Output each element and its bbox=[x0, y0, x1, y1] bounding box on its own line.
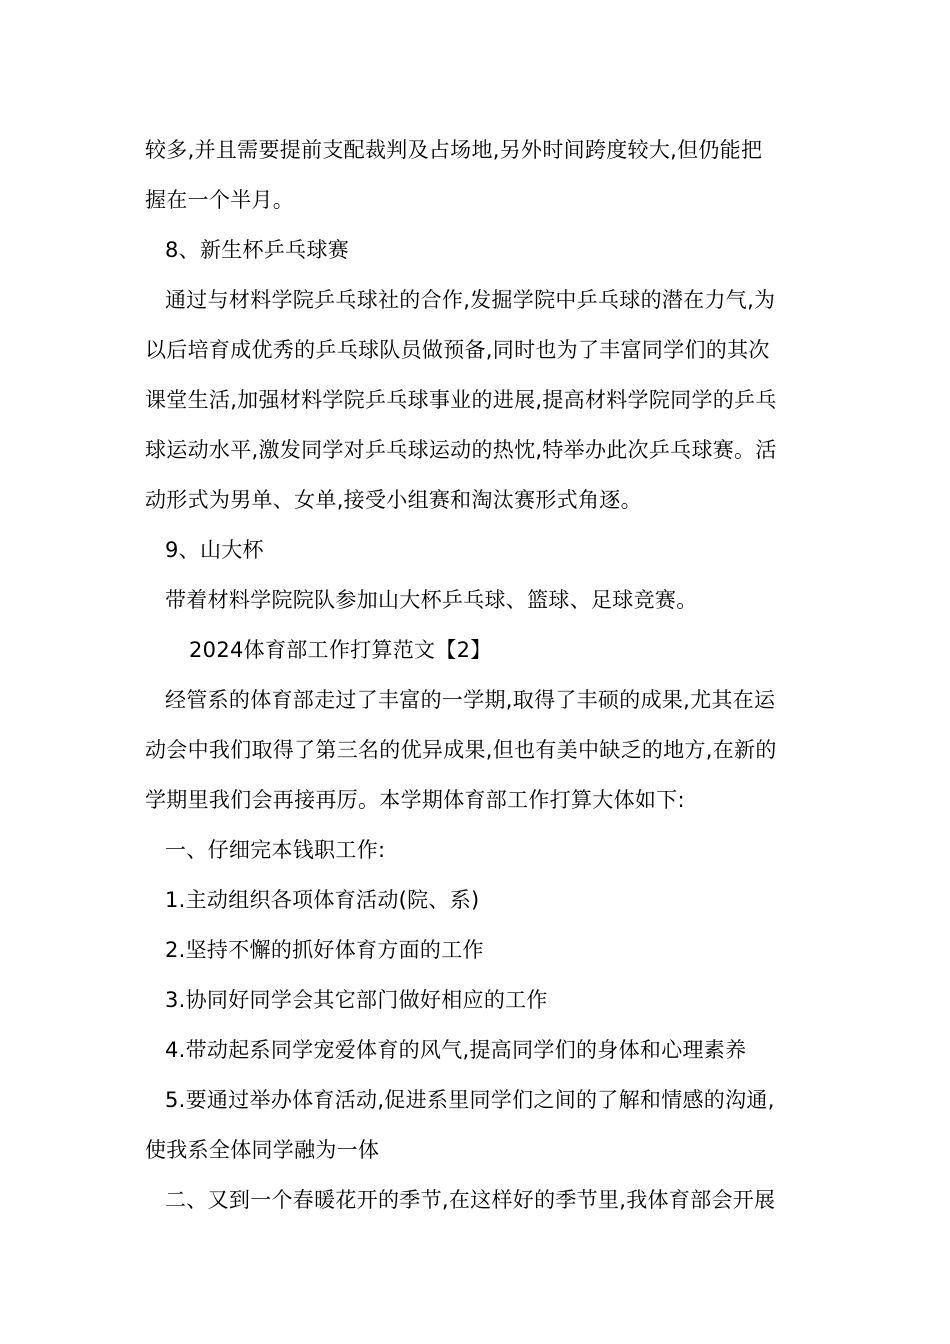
list-item: 5.要通过举办体育活动,促进系里同学们之间的了解和情感的沟通, bbox=[165, 1088, 775, 1112]
paragraph-line: 课堂生活,加强材料学院乒乓球事业的进展,提高材料学院同学的乒乓 bbox=[145, 388, 777, 412]
article-title: 2024体育部工作打算范文【2】 bbox=[189, 638, 492, 662]
list-item: 1.主动组织各项体育活动(院、系) bbox=[165, 888, 480, 912]
section-heading: 二、又到一个春暖花开的季节,在这样好的季节里,我体育部会开展 bbox=[165, 1188, 776, 1212]
list-item: 2.坚持不懈的抓好体育方面的工作 bbox=[165, 938, 484, 962]
paragraph-line: 带着材料学院院队参加山大杯乒乓球、篮球、足球竞赛。 bbox=[165, 588, 698, 612]
list-item: 4.带动起系同学宠爱体育的风气,提高同学们的身体和心理素养 bbox=[165, 1038, 747, 1062]
section-heading: 9、山大杯 bbox=[165, 538, 264, 562]
paragraph-line: 动会中我们取得了第三名的优异成果,但也有美中缺乏的地方,在新的 bbox=[145, 738, 777, 762]
list-item: 3.协同好同学会其它部门做好相应的工作 bbox=[165, 988, 548, 1012]
paragraph-line: 球运动水平,激发同学对乒乓球运动的热忱,特举办此次乒乓球赛。活 bbox=[145, 438, 777, 462]
section-heading: 一、仔细完本钱职工作: bbox=[165, 838, 386, 862]
paragraph-line: 较多,并且需要提前支配裁判及占场地,另外时间跨度较大,但仍能把 bbox=[145, 138, 763, 162]
paragraph-line: 学期里我们会再接再厉。本学期体育部工作打算大体如下: bbox=[145, 788, 685, 812]
paragraph-line: 经管系的体育部走过了丰富的一学期,取得了丰硕的成果,尤其在运 bbox=[165, 688, 776, 712]
paragraph-line: 动形式为男单、女单,接受小组赛和淘汰赛形式角逐。 bbox=[145, 488, 642, 512]
section-heading: 8、新生杯乒乓球赛 bbox=[165, 238, 350, 262]
paragraph-line: 以后培育成优秀的乒乓球队员做预备,同时也为了丰富同学们的其次 bbox=[145, 338, 770, 362]
paragraph-line: 使我系全体同学融为一体 bbox=[145, 1138, 380, 1162]
paragraph-line: 通过与材料学院乒乓球社的合作,发掘学院中乒乓球的潜在力气,为 bbox=[165, 288, 776, 312]
paragraph-line: 握在一个半月。 bbox=[145, 188, 295, 212]
